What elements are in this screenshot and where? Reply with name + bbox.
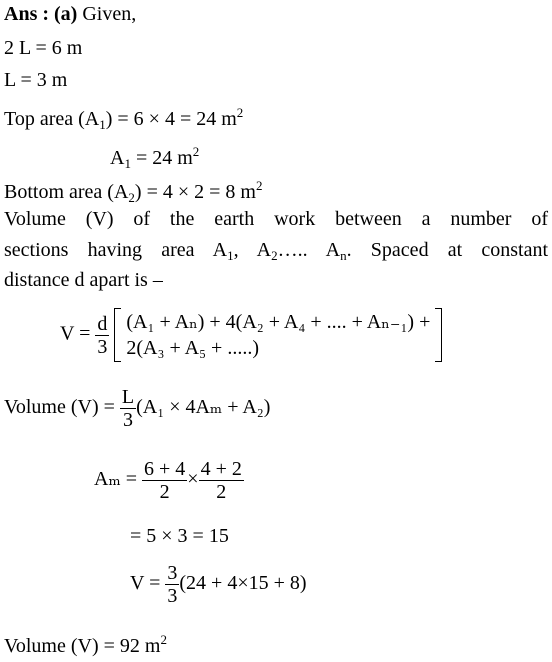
volume-intro-3: distance d apart is – (4, 269, 163, 291)
top-area-line: Top area $(A_1) = 6 \times 4 = 24$ $m^2$ (4, 105, 244, 132)
line-l: L = 3 m (4, 69, 68, 91)
answer-line (4, 2, 136, 26)
d-over-3: $\frac{d}{3}$ (97, 312, 108, 358)
am-formula: Aₘ = $\frac{6 + 4}{2}$ × $\frac{4 + 2}{2}$ (94, 458, 242, 503)
answer-label: Ans : (a) (4, 3, 78, 25)
line-2l: 2 L = 6 m (4, 37, 83, 59)
given-label: Given, (82, 3, 137, 25)
volume-formula: Volume (V) = $\frac{L}{3}$ (A₁ × 4Aₘ + A₂) (4, 386, 271, 431)
v-formula: V = $\frac{3}{3}$ (24 + 4×15 + 8) (130, 562, 307, 607)
bottom-area-line: Bottom area $(A_2) = 4 \times 2 = 8$ $m^2$ (4, 178, 263, 205)
right-bracket (435, 308, 442, 362)
left-bracket (114, 308, 121, 362)
am-result: = 5 × 3 = 15 (130, 525, 229, 547)
a1-line: $A_1 = 24$ $m^2$ (110, 144, 200, 171)
volume-intro-1: Volume (V) of the earth work between a number of (4, 208, 548, 230)
general-formula: V = $\frac{d}{3}$ (A₁ + Aₙ) + 4(A₂ + A₄ + .... + Aₙ₋₁) + 2(A₃ + A₅ + .....) (60, 308, 442, 362)
volume-intro-2: sections having area $A_1$, $A_2\dots$.. $A_n$. Spaced at constant (4, 239, 549, 263)
final-volume: Volume (V) = 92 $m^2$ (4, 632, 167, 657)
